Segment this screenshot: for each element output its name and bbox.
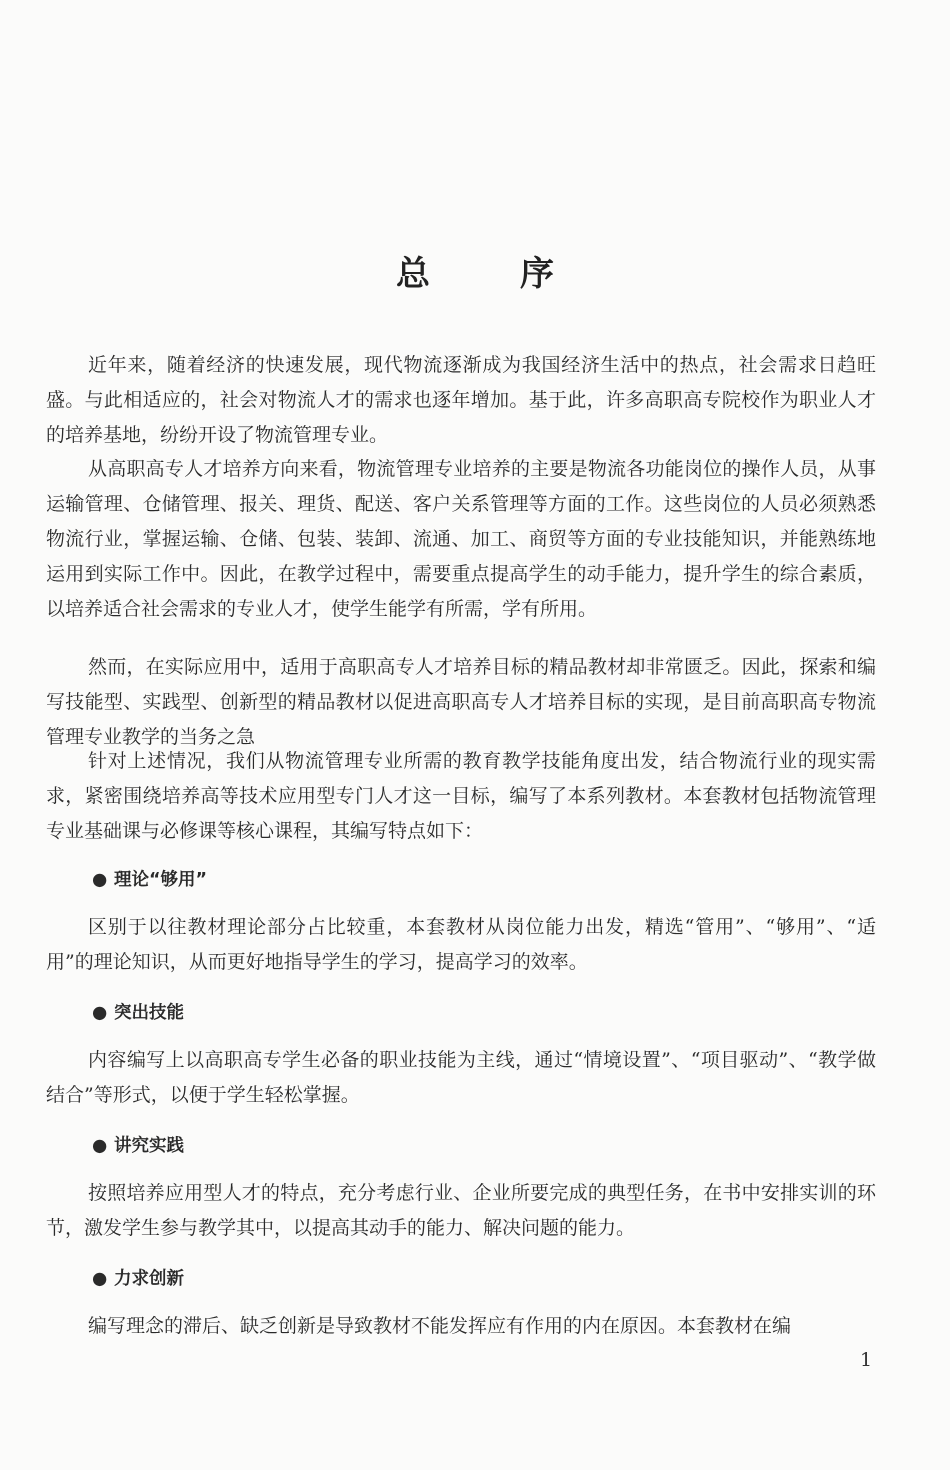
feature-heading-4 bbox=[92, 1265, 184, 1290]
feature-body-4: 编写理念的滞后、缺乏创新是导致教材不能发挥应有作用的内在原因。本套教材在编 bbox=[88, 1315, 792, 1337]
feature-heading-2 bbox=[92, 999, 184, 1024]
bullet-icon: ● bbox=[92, 870, 108, 890]
bullet-icon: ● bbox=[92, 1003, 108, 1023]
paragraph-2: 从高职高专人才培养方向来看，物流管理专业培养的主要是物流各功能岗位的操作人员，从事运输管理、仓储管理、报关、理货、配送、客户关系管理等方面的工作。这些岗位的人员必须熟悉物流行业，掌握运输、仓储、包装、装卸、流通、加工、商贸等方面的专业技能知识，并能熟练地运用到实际工作中。因此，在教学过程中，需要重点提高学生的动手能力，提升学生的综合素质，以培养适合社会需求的专业人才，使学生能学有所需，学有所用。 bbox=[46, 458, 876, 620]
feature-body-2: 内容编写上以高职高专学生必备的职业技能为主线，通过“情境设置”、“项目驱动”、“教学做结合”等形式，以便于学生轻松掌握。 bbox=[46, 1049, 876, 1106]
feature-body-3: 按照培养应用型人才的特点，充分考虑行业、企业所要完成的典型任务，在书中安排实训的环节，激发学生参与教学其中，以提高其动手的能力、解决问题的能力。 bbox=[46, 1182, 876, 1239]
feature-heading-text: 理论“够用” bbox=[114, 870, 208, 890]
paragraph-3: 然而，在实际应用中，适用于高职高专人才培养目标的精品教材却非常匮乏。因此，探索和编写技能型、实践型、创新型的精品教材以促进高职高专人才培养目标的实现，是目前高职高专物流管理专业教学的当务之急 bbox=[46, 656, 876, 748]
feature-heading-text: 力求创新 bbox=[114, 1269, 184, 1289]
bullet-icon: ● bbox=[92, 1136, 108, 1156]
paragraph-4: 针对上述情况，我们从物流管理专业所需的教育教学技能角度出发，结合物流行业的现实需求，紧密围绕培养高等技术应用型专门人才这一目标，编写了本系列教材。本套教材包括物流管理专业基础课与必修课等核心课程，其编写特点如下： bbox=[46, 750, 876, 842]
bullet-icon: ● bbox=[92, 1269, 108, 1289]
feature-body-1: 区别于以往教材理论部分占比较重，本套教材从岗位能力出发，精选“管用”、“够用”、“适用”的理论知识，从而更好地指导学生的学习，提高学习的效率。 bbox=[46, 916, 876, 973]
feature-heading-text: 讲究实践 bbox=[114, 1136, 184, 1156]
feature-heading-text: 突出技能 bbox=[114, 1003, 184, 1023]
feature-heading-3 bbox=[92, 1132, 184, 1157]
title-char-1: 总 bbox=[396, 254, 430, 294]
title-char-2: 序 bbox=[520, 254, 554, 294]
feature-heading-1 bbox=[92, 866, 207, 891]
page-number: 1 bbox=[860, 1349, 873, 1371]
page-title bbox=[0, 246, 950, 295]
paragraph-1: 近年来，随着经济的快速发展，现代物流逐渐成为我国经济生活中的热点，社会需求日趋旺盛。与此相适应的，社会对物流人才的需求也逐年增加。基于此，许多高职高专院校作为职业人才的培养基地，纷纷开设了物流管理专业。 bbox=[46, 354, 876, 446]
